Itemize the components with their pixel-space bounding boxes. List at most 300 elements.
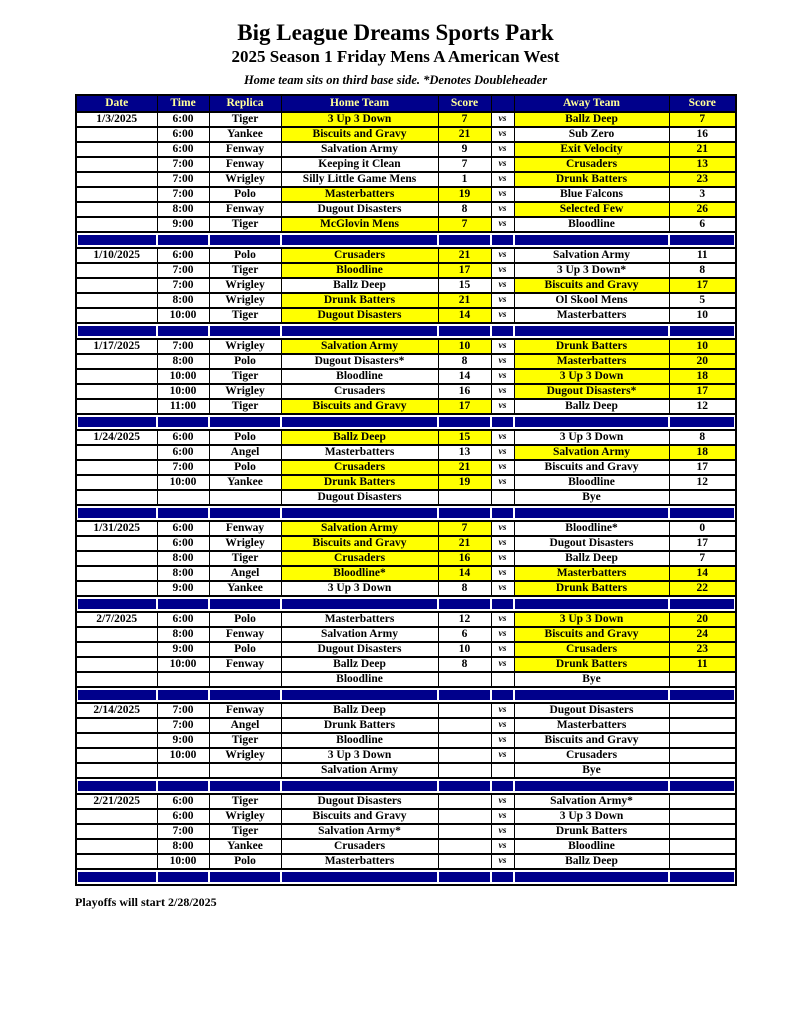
date-cell (76, 490, 157, 505)
replica-cell: Fenway (209, 157, 281, 172)
home-team-cell: Ballz Deep (281, 703, 438, 718)
home-score-cell: 7 (438, 112, 491, 127)
game-row (76, 354, 736, 369)
home-score-cell: 6 (438, 627, 491, 642)
home-score-cell: 21 (438, 536, 491, 551)
away-team-cell: 3 Up 3 Down (514, 809, 669, 824)
game-row (76, 369, 736, 384)
away-score-cell: 17 (669, 460, 736, 475)
vs-cell: vs (491, 248, 514, 263)
time-cell: 10:00 (157, 308, 209, 323)
away-team-cell: Salvation Army (514, 445, 669, 460)
away-score-cell: 23 (669, 172, 736, 187)
replica-cell: Yankee (209, 475, 281, 490)
away-team-cell: Ballz Deep (514, 112, 669, 127)
home-score-cell (438, 748, 491, 763)
home-team-note: Home team sits on third base side. *Denotes Doubleheader (243, 72, 548, 87)
separator-cell (514, 232, 669, 248)
separator-cell (281, 232, 438, 248)
separator-cell (491, 869, 514, 885)
away-team-cell: Bye (514, 763, 669, 778)
time-cell: 7:00 (157, 339, 209, 354)
home-team-cell: 3 Up 3 Down (281, 748, 438, 763)
separator-cell (209, 687, 281, 703)
separator-row (76, 869, 736, 885)
vs-cell (491, 672, 514, 687)
home-team-cell: Crusaders (281, 839, 438, 854)
replica-cell (209, 763, 281, 778)
date-cell (76, 293, 157, 308)
time-cell: 7:00 (157, 172, 209, 187)
away-team-cell: 3 Up 3 Down (514, 430, 669, 445)
vs-cell: vs (491, 824, 514, 839)
game-row (76, 202, 736, 217)
away-team-cell: Salvation Army* (514, 794, 669, 809)
separator-cell (669, 232, 736, 248)
col-header-home-team: Home Team (281, 95, 438, 112)
home-team-cell: Dugout Disasters (281, 202, 438, 217)
away-score-cell: 24 (669, 627, 736, 642)
time-cell: 6:00 (157, 112, 209, 127)
game-row (76, 430, 736, 445)
vs-cell: vs (491, 293, 514, 308)
replica-cell: Wrigley (209, 536, 281, 551)
vs-cell: vs (491, 157, 514, 172)
date-cell (76, 384, 157, 399)
game-row (76, 566, 736, 581)
time-cell: 9:00 (157, 733, 209, 748)
home-score-cell (438, 854, 491, 869)
vs-cell: vs (491, 794, 514, 809)
date-cell (76, 718, 157, 733)
away-score-cell: 5 (669, 293, 736, 308)
game-row (76, 445, 736, 460)
separator-row (76, 687, 736, 703)
separator-cell (438, 687, 491, 703)
game-row (76, 627, 736, 642)
away-score-cell: 20 (669, 354, 736, 369)
home-score-cell (438, 672, 491, 687)
separator-cell (157, 505, 209, 521)
away-team-cell: Bloodline (514, 475, 669, 490)
time-cell: 11:00 (157, 399, 209, 414)
separator-cell (76, 687, 157, 703)
away-team-cell: Crusaders (514, 748, 669, 763)
home-score-cell: 21 (438, 460, 491, 475)
time-cell: 7:00 (157, 703, 209, 718)
separator-cell (491, 687, 514, 703)
date-cell: 1/31/2025 (76, 521, 157, 536)
away-team-cell: 3 Up 3 Down (514, 612, 669, 627)
vs-cell: vs (491, 354, 514, 369)
separator-cell (514, 869, 669, 885)
replica-cell: Fenway (209, 521, 281, 536)
separator-cell (669, 687, 736, 703)
replica-cell: Wrigley (209, 293, 281, 308)
away-score-cell: 26 (669, 202, 736, 217)
away-score-cell: 6 (669, 217, 736, 232)
away-team-cell: Drunk Batters (514, 657, 669, 672)
separator-cell (669, 778, 736, 794)
vs-cell: vs (491, 566, 514, 581)
time-cell: 7:00 (157, 157, 209, 172)
time-cell: 7:00 (157, 718, 209, 733)
home-score-cell: 21 (438, 248, 491, 263)
time-cell: 6:00 (157, 248, 209, 263)
away-score-cell (669, 854, 736, 869)
col-header-away-score: Score (669, 95, 736, 112)
home-score-cell: 7 (438, 521, 491, 536)
replica-cell: Fenway (209, 703, 281, 718)
date-cell: 1/17/2025 (76, 339, 157, 354)
date-cell (76, 399, 157, 414)
page-subtitle: 2025 Season 1 Friday Mens A American West (231, 47, 560, 67)
away-score-cell (669, 839, 736, 854)
vs-cell: vs (491, 748, 514, 763)
away-team-cell: Ballz Deep (514, 854, 669, 869)
game-row (76, 112, 736, 127)
home-score-cell: 13 (438, 445, 491, 460)
date-cell: 2/21/2025 (76, 794, 157, 809)
date-cell (76, 460, 157, 475)
home-team-cell: Ballz Deep (281, 430, 438, 445)
vs-cell: vs (491, 278, 514, 293)
away-team-cell: 3 Up 3 Down* (514, 263, 669, 278)
home-score-cell (438, 703, 491, 718)
away-score-cell: 11 (669, 248, 736, 263)
time-cell: 8:00 (157, 566, 209, 581)
home-team-cell: Silly Little Game Mens (281, 172, 438, 187)
home-score-cell: 21 (438, 127, 491, 142)
separator-cell (281, 869, 438, 885)
away-score-cell: 18 (669, 369, 736, 384)
time-cell: 10:00 (157, 384, 209, 399)
game-row (76, 551, 736, 566)
col-header-time: Time (157, 95, 209, 112)
away-score-cell: 20 (669, 612, 736, 627)
away-score-cell: 22 (669, 581, 736, 596)
away-team-cell: Masterbatters (514, 308, 669, 323)
away-score-cell (669, 824, 736, 839)
away-team-cell: Selected Few (514, 202, 669, 217)
away-team-cell: Bloodline* (514, 521, 669, 536)
replica-cell: Wrigley (209, 339, 281, 354)
home-team-cell: Salvation Army (281, 763, 438, 778)
separator-cell (281, 323, 438, 339)
date-cell (76, 642, 157, 657)
home-team-cell: 3 Up 3 Down (281, 112, 438, 127)
time-cell: 6:00 (157, 127, 209, 142)
replica-cell: Polo (209, 612, 281, 627)
vs-cell: vs (491, 202, 514, 217)
home-team-cell: Crusaders (281, 551, 438, 566)
away-team-cell: Bye (514, 672, 669, 687)
separator-cell (209, 869, 281, 885)
home-team-cell: Dugout Disasters (281, 794, 438, 809)
home-team-cell: Bloodline (281, 733, 438, 748)
away-team-cell: Masterbatters (514, 566, 669, 581)
home-team-cell: Bloodline (281, 263, 438, 278)
away-team-cell: Ol Skool Mens (514, 293, 669, 308)
game-row (76, 824, 736, 839)
home-score-cell: 14 (438, 308, 491, 323)
away-score-cell: 23 (669, 642, 736, 657)
game-row (76, 263, 736, 278)
game-row (76, 278, 736, 293)
time-cell: 8:00 (157, 839, 209, 854)
vs-cell: vs (491, 475, 514, 490)
away-score-cell: 11 (669, 657, 736, 672)
date-cell (76, 733, 157, 748)
home-score-cell: 17 (438, 399, 491, 414)
separator-cell (209, 505, 281, 521)
vs-cell: vs (491, 263, 514, 278)
time-cell: 6:00 (157, 521, 209, 536)
home-team-cell: Ballz Deep (281, 278, 438, 293)
separator-row (76, 505, 736, 521)
away-team-cell: Ballz Deep (514, 399, 669, 414)
date-cell (76, 748, 157, 763)
away-team-cell: Biscuits and Gravy (514, 278, 669, 293)
separator-cell (209, 778, 281, 794)
home-score-cell (438, 763, 491, 778)
separator-cell (438, 869, 491, 885)
home-score-cell: 8 (438, 354, 491, 369)
date-cell (76, 854, 157, 869)
separator-cell (157, 869, 209, 885)
home-team-cell: Salvation Army (281, 142, 438, 157)
away-team-cell: Drunk Batters (514, 581, 669, 596)
game-row (76, 521, 736, 536)
away-team-cell: Salvation Army (514, 248, 669, 263)
away-score-cell: 3 (669, 187, 736, 202)
away-team-cell: Blue Falcons (514, 187, 669, 202)
date-cell (76, 217, 157, 232)
date-cell (76, 263, 157, 278)
replica-cell: Tiger (209, 263, 281, 278)
separator-row (76, 414, 736, 430)
date-cell (76, 142, 157, 157)
time-cell: 9:00 (157, 217, 209, 232)
vs-cell: vs (491, 854, 514, 869)
playoffs-note: Playoffs will start 2/28/2025 (75, 894, 217, 909)
separator-cell (209, 232, 281, 248)
game-row (76, 339, 736, 354)
replica-cell: Wrigley (209, 172, 281, 187)
vs-cell: vs (491, 430, 514, 445)
col-header-vs (491, 95, 514, 112)
away-score-cell: 17 (669, 536, 736, 551)
home-score-cell: 19 (438, 187, 491, 202)
replica-cell: Polo (209, 354, 281, 369)
replica-cell: Polo (209, 854, 281, 869)
separator-cell (491, 778, 514, 794)
home-score-cell (438, 839, 491, 854)
home-score-cell: 7 (438, 217, 491, 232)
replica-cell: Angel (209, 445, 281, 460)
vs-cell: vs (491, 718, 514, 733)
schedule-table (75, 94, 737, 886)
away-score-cell: 7 (669, 551, 736, 566)
replica-cell: Polo (209, 248, 281, 263)
separator-cell (76, 869, 157, 885)
home-team-cell: Crusaders (281, 384, 438, 399)
away-score-cell (669, 809, 736, 824)
away-team-cell: Bloodline (514, 839, 669, 854)
separator-cell (669, 505, 736, 521)
separator-cell (669, 323, 736, 339)
home-team-cell: Drunk Batters (281, 475, 438, 490)
replica-cell: Tiger (209, 217, 281, 232)
away-score-cell: 12 (669, 399, 736, 414)
col-header-date: Date (76, 95, 157, 112)
time-cell: 7:00 (157, 824, 209, 839)
time-cell (157, 763, 209, 778)
game-row (76, 217, 736, 232)
home-score-cell: 8 (438, 657, 491, 672)
separator-cell (491, 323, 514, 339)
away-team-cell: Sub Zero (514, 127, 669, 142)
game-row (76, 854, 736, 869)
separator-cell (76, 414, 157, 430)
separator-cell (76, 232, 157, 248)
bye-row (76, 672, 736, 687)
game-row (76, 142, 736, 157)
vs-cell: vs (491, 172, 514, 187)
game-row (76, 536, 736, 551)
game-row (76, 839, 736, 854)
away-score-cell: 10 (669, 339, 736, 354)
home-score-cell (438, 733, 491, 748)
away-team-cell: Ballz Deep (514, 551, 669, 566)
away-score-cell (669, 763, 736, 778)
away-team-cell: Drunk Batters (514, 172, 669, 187)
replica-cell: Angel (209, 718, 281, 733)
separator-cell (281, 596, 438, 612)
date-cell (76, 475, 157, 490)
home-score-cell (438, 809, 491, 824)
bye-row (76, 490, 736, 505)
home-score-cell: 7 (438, 157, 491, 172)
game-row (76, 293, 736, 308)
home-team-cell: Keeping it Clean (281, 157, 438, 172)
separator-row (76, 232, 736, 248)
away-score-cell: 12 (669, 475, 736, 490)
vs-cell: vs (491, 142, 514, 157)
vs-cell: vs (491, 384, 514, 399)
home-score-cell: 8 (438, 202, 491, 217)
replica-cell: Wrigley (209, 384, 281, 399)
separator-cell (438, 596, 491, 612)
vs-cell: vs (491, 809, 514, 824)
separator-cell (514, 687, 669, 703)
away-score-cell: 8 (669, 263, 736, 278)
separator-cell (438, 323, 491, 339)
replica-cell (209, 490, 281, 505)
separator-cell (438, 414, 491, 430)
vs-cell: vs (491, 642, 514, 657)
away-team-cell: Masterbatters (514, 354, 669, 369)
time-cell: 6:00 (157, 612, 209, 627)
replica-cell: Tiger (209, 308, 281, 323)
date-cell: 1/10/2025 (76, 248, 157, 263)
separator-cell (157, 414, 209, 430)
home-team-cell: Biscuits and Gravy (281, 399, 438, 414)
time-cell: 10:00 (157, 369, 209, 384)
date-cell (76, 536, 157, 551)
replica-cell: Tiger (209, 794, 281, 809)
home-score-cell (438, 824, 491, 839)
away-team-cell: 3 Up 3 Down (514, 369, 669, 384)
home-team-cell: Salvation Army (281, 521, 438, 536)
date-cell: 1/3/2025 (76, 112, 157, 127)
time-cell: 8:00 (157, 354, 209, 369)
time-cell: 8:00 (157, 627, 209, 642)
replica-cell: Polo (209, 460, 281, 475)
col-header-away-team: Away Team (514, 95, 669, 112)
bye-row (76, 763, 736, 778)
home-score-cell: 15 (438, 278, 491, 293)
home-team-cell: Masterbatters (281, 187, 438, 202)
home-team-cell: Masterbatters (281, 612, 438, 627)
vs-cell: vs (491, 657, 514, 672)
home-team-cell: Salvation Army (281, 339, 438, 354)
game-row (76, 642, 736, 657)
home-team-cell: Bloodline* (281, 566, 438, 581)
game-row (76, 475, 736, 490)
vs-cell (491, 490, 514, 505)
time-cell: 10:00 (157, 475, 209, 490)
replica-cell: Angel (209, 566, 281, 581)
game-row (76, 581, 736, 596)
separator-cell (669, 869, 736, 885)
home-team-cell: Bloodline (281, 369, 438, 384)
date-cell (76, 839, 157, 854)
separator-cell (76, 323, 157, 339)
date-cell (76, 172, 157, 187)
game-row (76, 733, 736, 748)
home-score-cell: 17 (438, 263, 491, 278)
away-score-cell: 18 (669, 445, 736, 460)
date-cell (76, 278, 157, 293)
separator-cell (491, 596, 514, 612)
away-score-cell: 0 (669, 521, 736, 536)
separator-cell (491, 505, 514, 521)
separator-row (76, 323, 736, 339)
separator-cell (514, 505, 669, 521)
game-row (76, 384, 736, 399)
date-cell: 2/7/2025 (76, 612, 157, 627)
header-row (76, 95, 736, 112)
date-cell (76, 127, 157, 142)
away-score-cell: 17 (669, 278, 736, 293)
vs-cell: vs (491, 733, 514, 748)
vs-cell: vs (491, 536, 514, 551)
game-row (76, 809, 736, 824)
separator-cell (76, 596, 157, 612)
game-row (76, 460, 736, 475)
away-score-cell (669, 490, 736, 505)
game-row (76, 612, 736, 627)
vs-cell: vs (491, 308, 514, 323)
time-cell: 8:00 (157, 202, 209, 217)
vs-cell: vs (491, 612, 514, 627)
vs-cell: vs (491, 551, 514, 566)
home-score-cell (438, 794, 491, 809)
separator-cell (157, 232, 209, 248)
home-score-cell: 16 (438, 551, 491, 566)
away-score-cell: 7 (669, 112, 736, 127)
